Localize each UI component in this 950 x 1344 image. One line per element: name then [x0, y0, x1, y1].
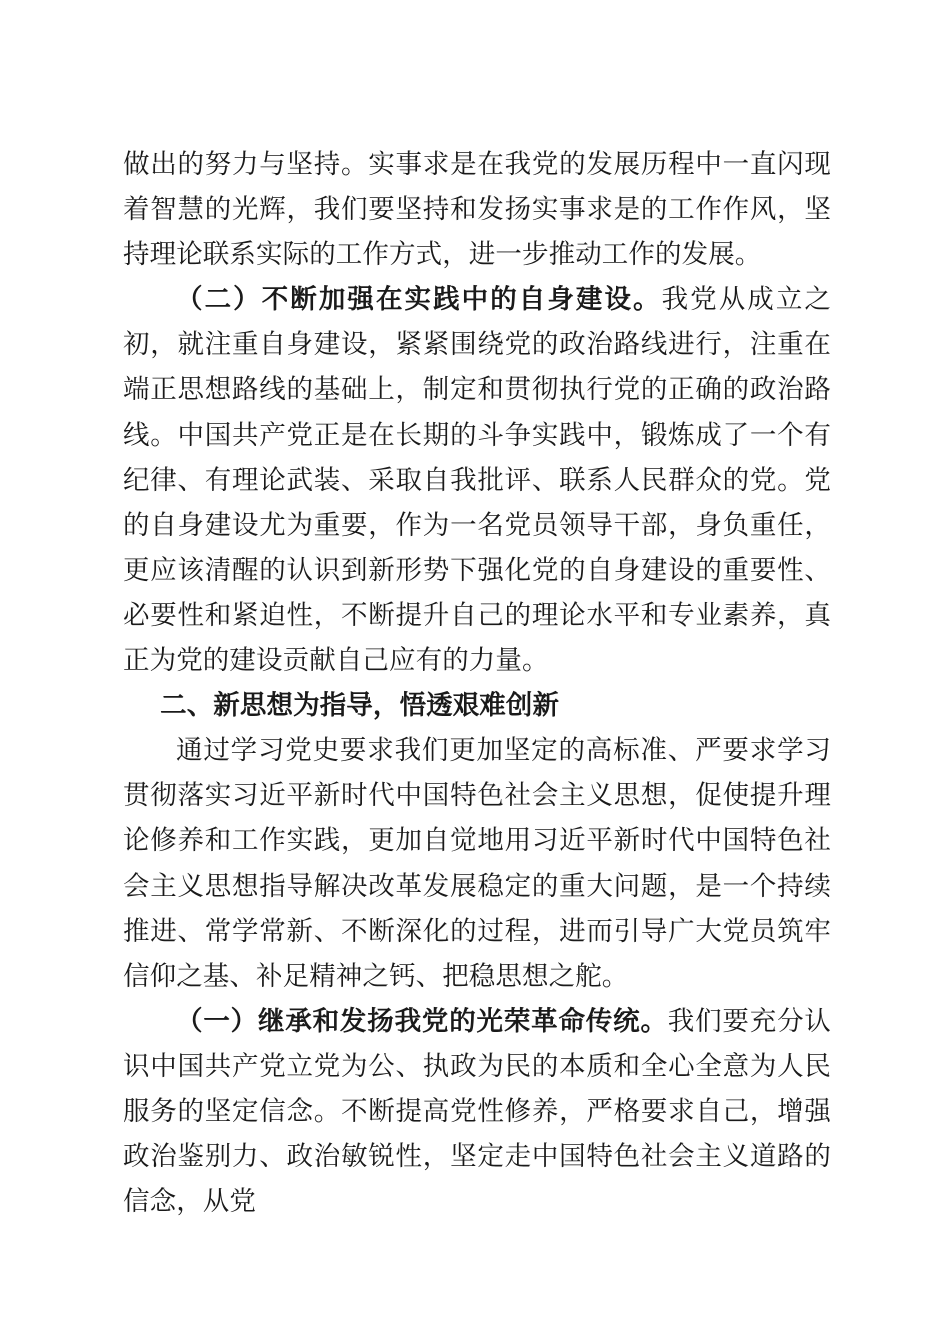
paragraph-text: 通过学习党史要求我们更加坚定的高标准、严要求学习贯彻落实习近平新时代中国特色社会主义思想，促使提升理论修养和工作实践，更加自觉地用习近平新时代中国特色社会主义思想指导解决改革发展稳定的重大问题，是一个持续推进、常学常新、不断深化的过程，进而引导广大党员筑牢信仰之基、补足精神之钙、把稳思想之舵。 [123, 735, 831, 992]
document-body [123, 142, 831, 1224]
paragraph-text: 我们要充分认识中国共产党立党为公、执政为民的本质和全心全意为人民服务的坚定信念。不断提高党性修养，严格要求自己，增强政治鉴别力、政治敏锐性，坚定走中国特色社会主义道路的信念，从党 [123, 1005, 831, 1218]
paragraph-self-building [123, 277, 831, 683]
paragraph-new-thought [123, 728, 831, 999]
paragraph-text: 我党从成立之初，就注重自身建设，紧紧围绕党的政治路线进行，注重在端正思想路线的基础上，制定和贯彻执行党的正确的政治路线。中国共产党正是在长期的斗争实践中，锻炼成了一个有纪律、有理论武装、采取自我批评、联系人民群众的党。党的自身建设尤为重要，作为一名党员领导干部，身负重任，更应该清醒的认识到新形势下强化党的自身建设的重要性、必要性和紧迫性，不断提升自己的理论水平和专业素养，真正为党的建设贡献自己应有的力量。 [123, 284, 831, 677]
paragraph-text: 做出的努力与坚持。实事求是在我党的发展历程中一直闪现着智慧的光辉，我们要坚持和发扬实事求是的工作作风，坚持理论联系实际的工作方式，进一步推动工作的发展。 [123, 149, 831, 271]
paragraph-continuation [123, 142, 831, 277]
paragraph-tradition [123, 999, 831, 1224]
subsection-title: （一）继承和发扬我党的光荣革命传统。 [176, 1005, 668, 1037]
subsection-title: （二）不断加强在实践中的自身建设。 [176, 284, 662, 316]
section-heading: 二、新思想为指导，悟透艰难创新 [160, 690, 560, 722]
